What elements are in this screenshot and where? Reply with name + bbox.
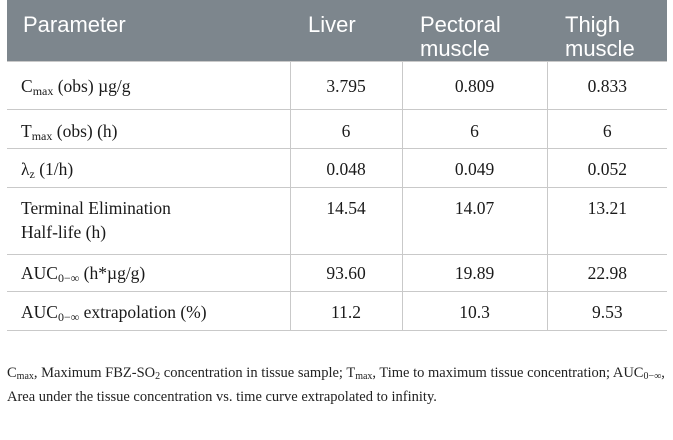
param-rest: (h*µg/g) xyxy=(79,263,146,283)
param-main: T xyxy=(21,121,32,141)
fn-tmax-main: T xyxy=(346,365,356,381)
cell-liver: 3.795 xyxy=(290,62,402,110)
fn-cmax-sub: max xyxy=(16,371,34,382)
table-row xyxy=(7,62,667,110)
fn-auc-main: AUC xyxy=(612,365,644,381)
header-liver: Liver xyxy=(290,0,402,62)
param-main: Terminal Elimination Half-life (h) xyxy=(21,198,171,242)
cell-thigh: 0.052 xyxy=(547,149,667,188)
fn-cmax-main: C xyxy=(7,365,17,381)
param-sub: 0−∞ xyxy=(57,310,80,324)
cell-pectoral: 6 xyxy=(402,110,547,149)
fn-auc-sub: 0−∞ xyxy=(643,371,662,382)
table-header-row xyxy=(7,0,667,62)
header-thigh-muscle: Thigh muscle xyxy=(547,0,667,62)
row-label-tmax xyxy=(7,110,290,149)
cell-thigh: 22.98 xyxy=(547,255,667,292)
header-parameter: Parameter xyxy=(7,0,290,62)
row-label-lambda-z xyxy=(7,149,290,188)
cell-thigh: 9.53 xyxy=(547,292,667,331)
cell-pectoral: 0.809 xyxy=(402,62,547,110)
table-row xyxy=(7,255,667,292)
cell-liver: 14.54 xyxy=(290,188,402,255)
table-row xyxy=(7,292,667,331)
param-rest: (obs) (h) xyxy=(52,121,118,141)
fn-so2-sub: 2 xyxy=(155,371,161,382)
fn-cmax-text2: concentration in tissue sample; xyxy=(160,365,347,381)
fn-tmax-sub: max xyxy=(355,371,373,382)
row-label-auc-extrapolation xyxy=(7,292,290,331)
table-row xyxy=(7,188,667,255)
fn-auc-text: , Area under the tissue concentration vs. time curve extrapolated to infinity. xyxy=(7,365,665,405)
param-sub: max xyxy=(31,129,53,143)
cell-liver: 6 xyxy=(290,110,402,149)
cell-pectoral: 19.89 xyxy=(402,255,547,292)
fn-cmax-text: , Maximum FBZ-SO xyxy=(33,365,156,381)
cell-pectoral: 0.049 xyxy=(402,149,547,188)
row-label-half-life xyxy=(7,188,290,255)
cell-liver: 93.60 xyxy=(290,255,402,292)
param-sub: 0−∞ xyxy=(57,271,80,285)
param-sub: z xyxy=(29,167,35,181)
cell-thigh: 0.833 xyxy=(547,62,667,110)
cell-thigh: 6 xyxy=(547,110,667,149)
row-label-auc xyxy=(7,255,290,292)
table-row xyxy=(7,149,667,188)
param-sub: max xyxy=(32,84,54,98)
param-main: C xyxy=(21,76,33,96)
param-main: AUC xyxy=(21,263,58,283)
header-pectoral-muscle: Pectoral muscle xyxy=(402,0,547,62)
param-rest: (obs) µg/g xyxy=(53,76,131,96)
pharmacokinetics-table xyxy=(7,0,667,331)
param-rest: extrapolation (%) xyxy=(79,302,207,322)
cell-liver: 0.048 xyxy=(290,149,402,188)
table-footnote xyxy=(7,363,667,407)
param-main: AUC xyxy=(21,302,58,322)
cell-thigh: 13.21 xyxy=(547,188,667,255)
param-main: λ xyxy=(21,159,30,179)
table-row xyxy=(7,110,667,149)
param-rest: (1/h) xyxy=(34,159,74,179)
fn-tmax-text: , Time to maximum tissue concentration; xyxy=(372,365,613,381)
cell-pectoral: 10.3 xyxy=(402,292,547,331)
cell-pectoral: 14.07 xyxy=(402,188,547,255)
row-label-cmax xyxy=(7,62,290,110)
cell-liver: 11.2 xyxy=(290,292,402,331)
